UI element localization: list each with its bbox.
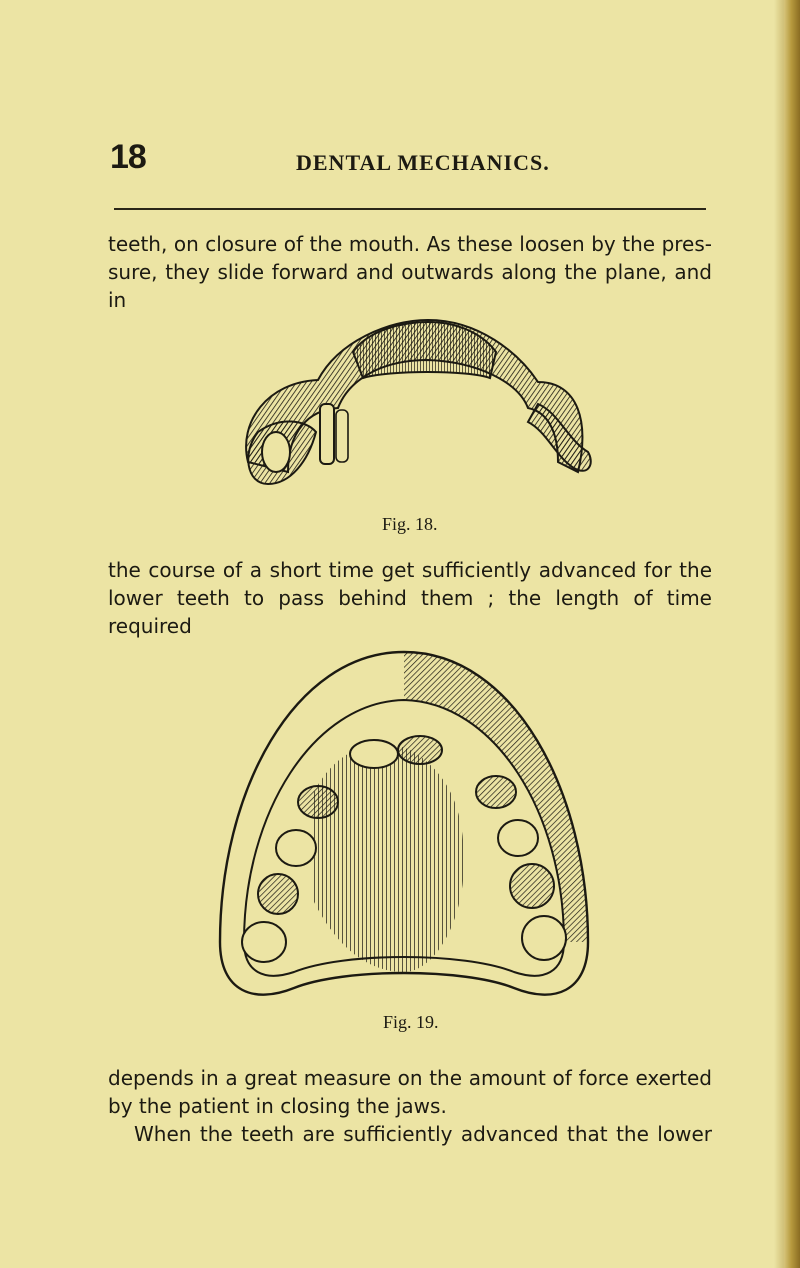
paragraph-1-line-2: sure, they slide forward and outwards along the plane, and in — [108, 260, 712, 312]
page-edge-shadow — [784, 0, 800, 1268]
paragraph-3-line-2: by the patient in closing the jaws. — [108, 1094, 447, 1118]
figure-18-illustration — [228, 312, 598, 498]
header-rule — [114, 208, 706, 210]
paragraph-1-line-1: teeth, on closure of the mouth. As these loosen by the pres- — [108, 232, 712, 256]
figure-19-illustration — [214, 642, 594, 1012]
paragraph-3 — [108, 1064, 712, 1148]
paragraph-3-line-1: depends in a great measure on the amount of force exerted — [108, 1066, 712, 1090]
paragraph-2-line-1: the course of a short time get sufficiently advanced for the — [108, 558, 712, 582]
figure-18-caption: Fig. 18. — [382, 514, 438, 534]
paragraph-1 — [108, 230, 712, 314]
figure-19-caption: Fig. 19. — [383, 1012, 439, 1032]
paragraph-3-line-3: When the teeth are sufficiently advanced that the lower — [134, 1122, 712, 1146]
running-head: DENTAL MECHANICS. — [296, 150, 550, 175]
paragraph-2-line-2: lower teeth to pass behind them ; the length of time required — [108, 586, 712, 638]
paragraph-2 — [108, 556, 712, 640]
page-number: 18 — [110, 138, 146, 176]
